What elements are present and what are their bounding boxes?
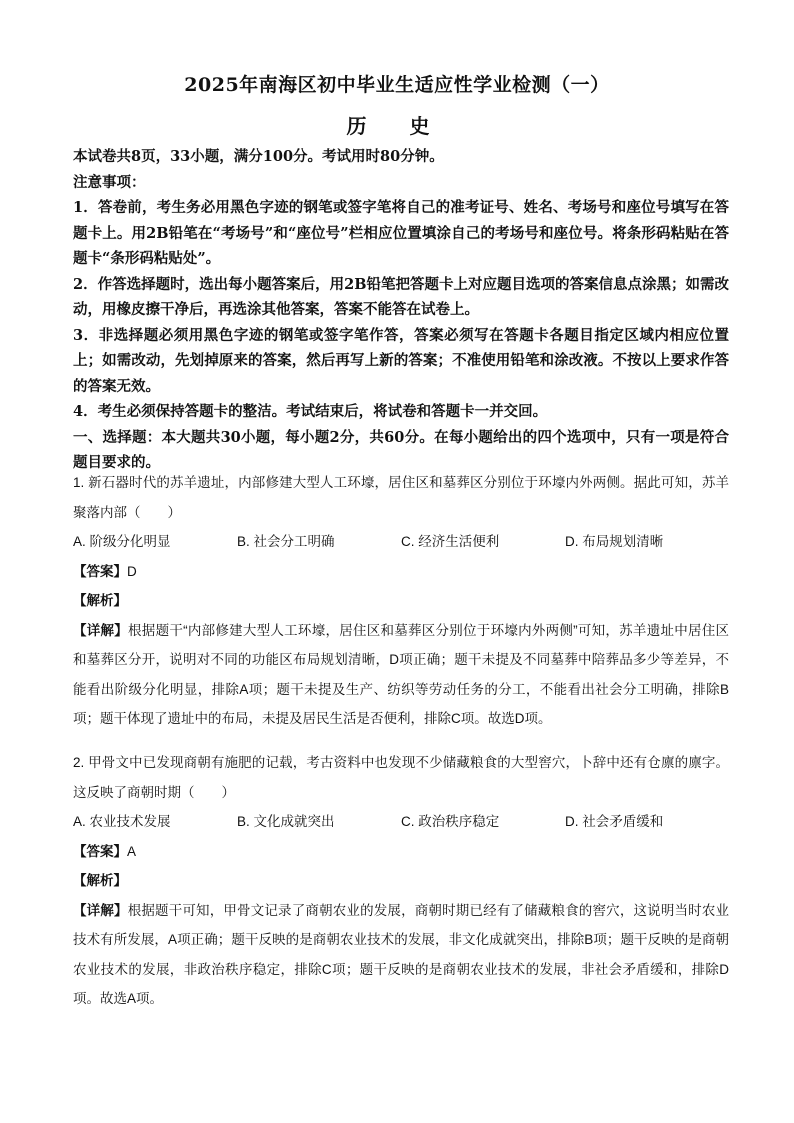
analysis-tag: 【解析】 xyxy=(73,873,127,888)
detail-paragraph xyxy=(73,616,729,734)
analysis-tag: 【解析】 xyxy=(73,593,127,608)
option-c: C. 政治秩序稳定 xyxy=(401,814,500,829)
detail-paragraph xyxy=(73,896,729,1014)
question-options xyxy=(73,807,729,837)
answer-line xyxy=(73,557,729,587)
detail-text: 根据题干可知，甲骨文记录了商朝农业的发展，商朝时期已经有了储藏粮食的窖穴，这说明当时农业技术有所发展，A项正确；题干反映的是商朝农业技术的发展，非文化成就突出，排除B项；题干反映的是商朝农业技术的发展，非政治秩序稳定，排除C项；题干反映的是商朝农业技术的发展，非社会矛盾缓和，排除D项。故选A项。 xyxy=(73,902,730,1006)
detail-tag: 【详解】 xyxy=(73,902,128,918)
notice-item-1: 1．答卷前，考生务必用黑色字迹的钢笔或签字笔将自己的准考证号、姓名、考场号和座位号填写在答题卡上。用2B铅笔在“考场号”和“座位号”栏相应位置填涂自己的考场号和座位号。将条形码粘贴在答题卡“条形码粘贴处”。 xyxy=(73,199,729,267)
section-heading: 一、选择题：本大题共30小题，每小题2分，共60分。在每小题给出的四个选项中，只有一项是符合题目要求的。 xyxy=(73,428,729,471)
notice-item-3: 3．非选择题必须用黑色字迹的钢笔或签字笔作答，答案必须写在答题卡各题目指定区域内相应位置上；如需改动，先划掉原来的答案，然后再写上新的答案；不准使用铅笔和涂改液。不按以上要求作答的答案无效。 xyxy=(73,326,729,395)
answer-tag: 【答案】 xyxy=(73,563,127,579)
option-d: D. 布局规划清晰 xyxy=(565,534,664,549)
question-options xyxy=(73,527,729,557)
detail-tag: 【详解】 xyxy=(73,622,129,638)
notice-item-4: 4．考生必须保持答题卡的整洁。考试结束后，将试卷和答题卡一并交回。 xyxy=(73,403,548,420)
option-a: A. 阶级分化明显 xyxy=(73,534,171,549)
notice-heading: 注意事项： xyxy=(73,173,146,191)
exam-intro: 本试卷共8页，33小题，满分100分。考试用时80分钟。 xyxy=(73,148,444,165)
question-stem: 1. 新石器时代的苏羊遗址，内部修建大型人工环壕，居住区和墓葬区分别位于环壕内外两侧。据此可知，苏羊聚落内部（ ） xyxy=(73,475,729,520)
option-b: B. 社会分工明确 xyxy=(237,534,335,549)
answer-value: D xyxy=(127,563,137,579)
page-title: 2025年南海区初中毕业生适应性学业检测（一） xyxy=(184,74,610,96)
option-b: B. 文化成就突出 xyxy=(237,814,335,829)
notice-item-2: 2．作答选择题时，选出每小题答案后，用2B铅笔把答题卡上对应题目选项的答案信息点涂黑；如需改动，用橡皮擦干净后，再选涂其他答案，答案不能答在试卷上。 xyxy=(73,275,729,318)
option-c: C. 经济生活便利 xyxy=(401,534,500,549)
question-2 xyxy=(73,748,729,1014)
subject-title: 历 史 xyxy=(346,114,448,138)
option-d: D. 社会矛盾缓和 xyxy=(565,814,664,829)
question-stem: 2. 甲骨文中已发现商朝有施肥的记载，考古资料中也发现不少储藏粮食的大型窖穴，卜辞中还有仓廪的廪字。这反映了商朝时期（ ） xyxy=(73,755,729,800)
detail-text: 根据题干“内部修建大型人工环壕，居住区和墓葬区分别位于环壕内外两侧”可知，苏羊遗址中居住区和墓葬区分开，说明对不同的功能区布局规划清晰，D项正确；题干未提及不同墓葬中陪葬品多少等差异，不能看出阶级分化明显，排除A项；题干未提及生产、纺织等劳动任务的分工，不能看出社会分工明确，排除B项；题干体现了遗址中的布局，未提及居民生活是否便利，排除C项。故选D项。 xyxy=(73,622,729,726)
option-a: A. 农业技术发展 xyxy=(73,814,171,829)
answer-value: A xyxy=(127,843,137,859)
notice-section xyxy=(73,144,729,476)
answer-tag: 【答案】 xyxy=(73,843,127,859)
question-1 xyxy=(73,468,729,734)
answer-line xyxy=(73,837,729,867)
